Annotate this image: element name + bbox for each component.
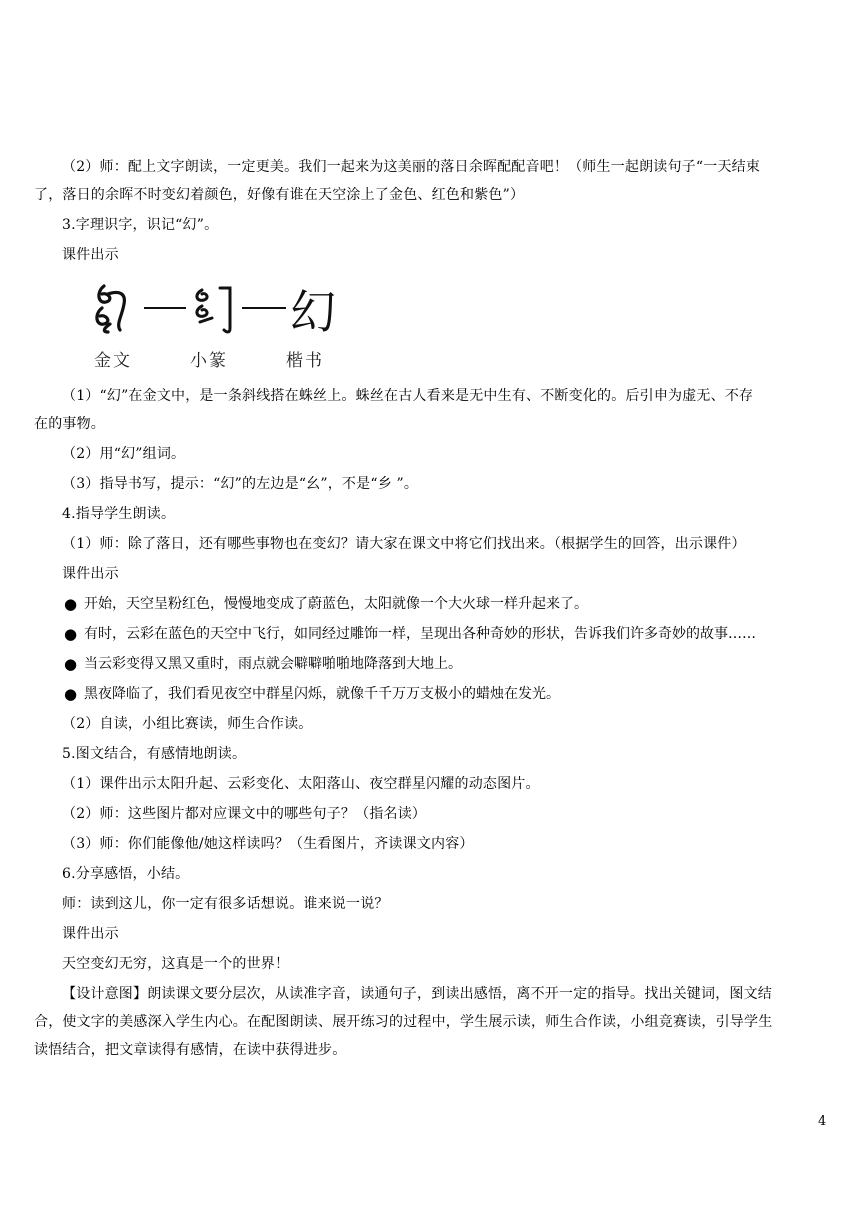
design-intent-text: 【设计意图】朗读课文要分层次，从读准字音，读通句子，到读出感悟，离不开一定的指导。找出关键词，图文结 xyxy=(62,986,772,1002)
section-heading: 4.指导学生朗读。 xyxy=(62,506,176,522)
courseware-label: 课件出示 xyxy=(62,566,119,582)
paragraph-text: 天空变幻无穷，这真是一个的世界！ xyxy=(62,956,290,972)
bullet-icon: ● xyxy=(64,595,78,613)
xiaozhuan-label: 小篆 xyxy=(190,351,228,371)
bullet-icon: ● xyxy=(64,655,78,673)
paragraph-text: （3）师：你们能像他/她这样读吗？（生看图片，齐读课文内容） xyxy=(62,836,474,852)
list-item: 当云彩变得又黑又重时，雨点就会噼噼啪啪地降落到大地上。 xyxy=(84,656,462,672)
paragraph-text: 在的事物。 xyxy=(34,416,105,432)
section-heading: 6.分享感悟，小结。 xyxy=(62,866,190,882)
bullet-icon: ● xyxy=(64,685,78,703)
paragraph-text: （2）自读，小组比赛读，师生合作读。 xyxy=(62,716,313,732)
character-evolution-figure xyxy=(90,280,350,376)
section-heading: 5.图文结合，有感情地朗读。 xyxy=(62,746,247,762)
kaishu-glyph: 幻 xyxy=(290,285,336,339)
jinwen-label: 金文 xyxy=(94,351,132,371)
paragraph-text: （2）师：这些图片都对应课文中的哪些句子？（指名读） xyxy=(62,806,427,822)
jinwen-glyph xyxy=(97,286,124,332)
list-item: 有时，云彩在蓝色的天空中飞行，如同经过雕饰一样，呈现出各种奇妙的形状，告诉我们许多奇妙的故事…… xyxy=(84,626,756,642)
courseware-label: 课件出示 xyxy=(62,247,119,263)
paragraph-text: （1）师：除了落日，还有哪些事物也在变幻？请大家在课文中将它们找出来。（根据学生的回答，出示课件） xyxy=(62,536,746,552)
courseware-label: 课件出示 xyxy=(62,926,119,942)
xiaozhuan-glyph xyxy=(197,288,230,332)
paragraph-text: （1）课件出示太阳升起、云彩变化、太阳落山、夜空群星闪耀的动态图片。 xyxy=(62,776,540,792)
page-number: 4 xyxy=(818,1114,827,1129)
bullet-icon: ● xyxy=(64,625,78,643)
paragraph-text: （2）师：配上文字朗读，一定更美。我们一起来为这美丽的落日余晖配配音吧！（师生一起朗读句子“一天结束 xyxy=(62,159,761,175)
design-intent-text: 读悟结合，把文章读得有感情，在读中获得进步。 xyxy=(34,1042,347,1058)
list-item: 开始，天空呈粉红色，慢慢地变成了蔚蓝色，太阳就像一个大火球一样升起来了。 xyxy=(84,596,588,612)
paragraph-text: 师：读到这儿，你一定有很多话想说。谁来说一说？ xyxy=(62,896,389,912)
list-item: 黑夜降临了，我们看见夜空中群星闪烁，就像千千万万支极小的蜡烛在发光。 xyxy=(84,686,560,702)
paragraph-text: 了，落日的余晖不时变幻着颜色，好像有谁在天空涂上了金色、红色和紫色”） xyxy=(34,187,525,203)
paragraph-text: （1）“幻”在金文中，是一条斜线搭在蛛丝上。蛛丝在古人看来是无中生有、不断变化的。后引申为虚无、不存 xyxy=(62,388,754,404)
section-heading: 3.字理识字，识记“幻”。 xyxy=(62,217,219,233)
paragraph-text: （3）指导书写，提示：“幻”的左边是“幺”，不是“乡 ”。 xyxy=(62,476,419,492)
kaishu-label: 楷书 xyxy=(286,351,324,371)
paragraph-text: （2）用“幻”组词。 xyxy=(62,446,186,462)
design-intent-text: 合，使文字的美感深入学生内心。在配图朗读、展开练习的过程中，学生展示读，师生合作读，小组竞赛读，引导学生 xyxy=(34,1014,773,1030)
